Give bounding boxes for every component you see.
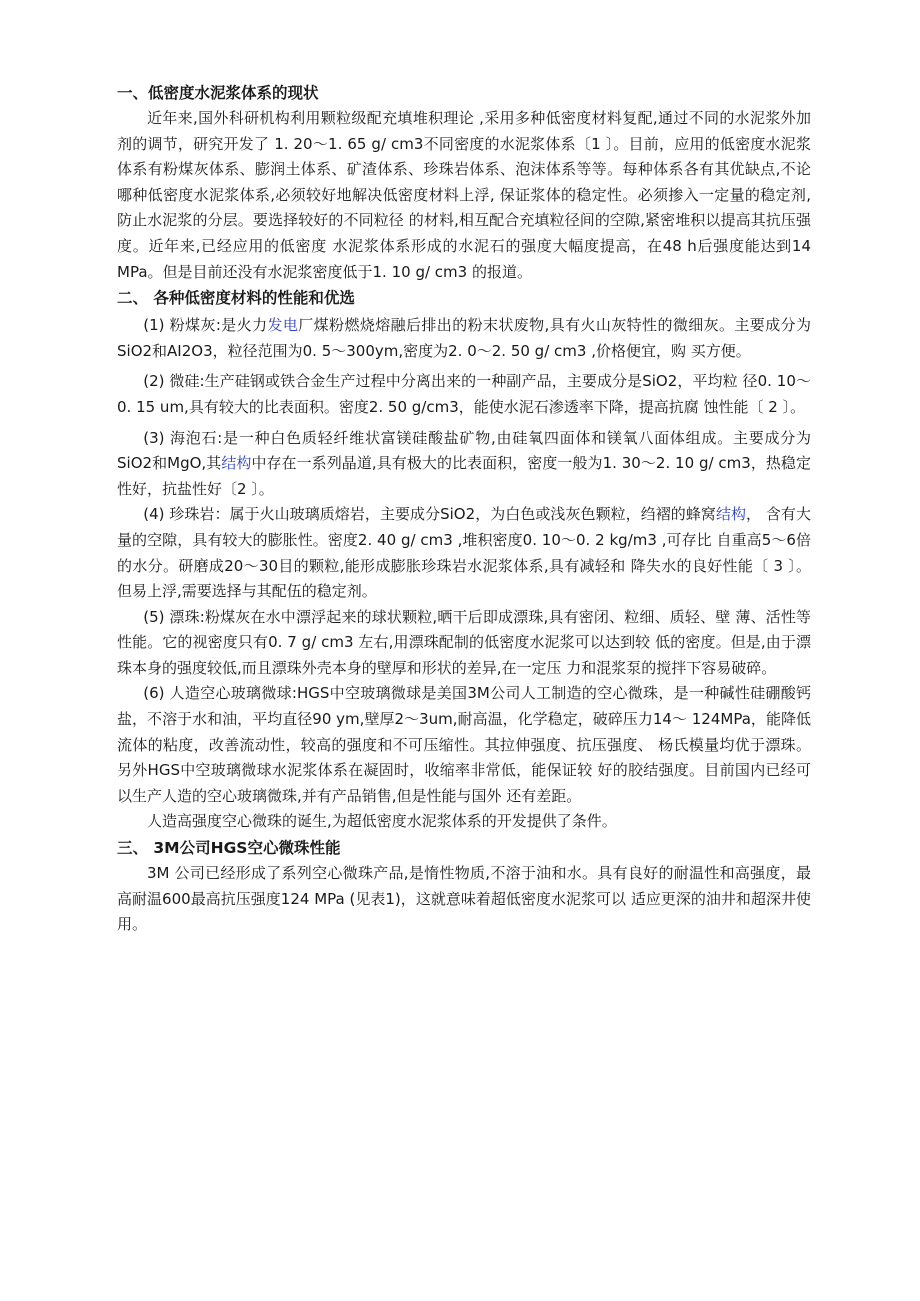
item-perlite-text-end: ， 含有大量的空隙，具有较大的膨胀性。密度2. 40 g/ cm3 ,堆积密度0. 10～0. 2 kg/m3 ,可存比 自重高5～6倍的水分。研磨成20～30目的颗粒,能形成膨胀珍珠岩水泥浆体系,具有减轻和 降失水的良好性能〔 3 〕。但易上浮,需要选择与其配伍的稳定剂。 bbox=[117, 505, 811, 601]
section-3-paragraph: 3M 公司已经形成了系列空心微珠产品,是惰性物质,不溶于油和水。具有良好的耐温性和高强度，最高耐温600最高抗压强度124 MPa (见表1)，这就意味着超低密度水泥浆可以 适应更深的油井和超深井使用。 bbox=[117, 864, 811, 934]
section-3-heading: 三、 3M公司HGS空心微珠性能 bbox=[117, 839, 341, 858]
item-glass-microsphere bbox=[117, 681, 811, 809]
item-sepiolite-text-end: 中存在一系列晶道,具有极大的比表面积，密度一般为1. 30～2. 10 g/ cm3，热稳定性好，抗盐性好〔2 〕。 bbox=[117, 454, 811, 498]
structure-link[interactable]: 结构 bbox=[221, 454, 252, 473]
item-floating-bead bbox=[117, 605, 811, 682]
item-perlite bbox=[117, 502, 811, 604]
power-generation-link[interactable]: 发电 bbox=[267, 316, 299, 335]
document-body bbox=[117, 80, 811, 938]
item-fly-ash bbox=[117, 313, 811, 364]
section-1-heading: 一、低密度水泥浆体系的现状 bbox=[117, 84, 319, 102]
item-perlite-text-start: (4) 珍珠岩：属于火山玻璃质熔岩，主要成分SiO2，为白色或浅灰色颗粒，绉褶的蜂窝 bbox=[143, 505, 716, 524]
item-floating-bead-text: (5) 漂珠:粉煤灰在水中漂浮起来的球状颗粒,晒干后即成漂珠,具有密闭、粒细、质轻、壁 薄、活性等性能。它的视密度只有0. 7 g/ cm3 左右,用漂珠配制的低密度水泥浆可以达到较 低的密度。但是,由于漂珠本身的强度较低,而且漂珠外壳本身的壁厚和形状的差异,在一定压 力和混浆泵的搅拌下容易破碎。 bbox=[117, 607, 811, 677]
section-1-paragraph: 近年来,国外科研机构利用颗粒级配充填堆积理论 ,采用多种低密度材料复配,通过不同的水泥浆外加剂的调节，研究开发了 1. 20～1. 65 g/ cm3不同密度的水泥浆体系〔1 〕。目前，应用的低密度水泥浆体系有粉煤灰体系、膨润土体系、矿渣体系、珍珠岩体系、泡沫体系等等。每种体系各有其优缺点,不论哪种低密度水泥浆体系,必须较好地解决低密度材料上浮, 保证浆体的稳定性。必须掺入一定量的稳定剂,防止水泥浆的分层。要选择较好的不同粒径 的材料,相互配合充填粒径间的空隙,紧密堆积以提高其抗压强度。近年来,已经应用的低密度 水泥浆体系形成的水泥石的强度大幅度提高，在48 h后强度能达到14 MPa。但是目前还没有水泥浆密度低于1. 10 g/ cm3 的报道。 bbox=[117, 109, 811, 281]
item-glass-microsphere-text: (6) 人造空心玻璃微球:HGS中空玻璃微球是美国3M公司人工制造的空心微珠，是一种碱性硅硼酸钙盐，不溶于水和油，平均直径90 ym,壁厚2～3um,耐高温，化学稳定，破碎压力14～ 124MPa，能降低流体的粘度，改善流动性，较高的强度和不可压缩性。其拉伸强度、抗压强度、 杨氏模量均优于漂珠。另外HGS中空玻璃微球水泥浆体系在凝固时，收缩率非常低，能保证较 好的胶结强度。目前国内已经可以生产人造的空心玻璃微珠,并有产品销售,但是性能与国外 还有差距。 bbox=[117, 684, 811, 805]
item-micro-silica bbox=[117, 369, 811, 420]
section-2-heading: 二、 各种低密度材料的性能和优选 bbox=[117, 289, 355, 308]
item-sepiolite-text-start: (3) 海泡石:是一种白色质轻纤维状富镁硅酸盐矿物,由硅氧四面体和镁氧八面体组成。主要成分为SiO2和MgO,其 bbox=[117, 428, 811, 473]
section-2-closing: 人造高强度空心微珠的诞生,为超低密度水泥浆体系的开发提供了条件。 bbox=[147, 812, 617, 831]
item-sepiolite bbox=[117, 426, 811, 503]
item-micro-silica-text: (2) 微硅:生产硅钢或铁合金生产过程中分离出来的一种副产品，主要成分是SiO2，平均粒 径0. 10～0. 15 um,具有较大的比表面积。密度2. 50 g/cm3，能使水泥石渗透率下降，提高抗腐 蚀性能〔 2 〕。 bbox=[117, 372, 811, 416]
item-fly-ash-text-start: (1) 粉煤灰:是火力 bbox=[143, 316, 268, 335]
item-fly-ash-text-end: 厂煤粉燃烧熔融后排出的粉末状废物,具有火山灰特性的微细灰。主要成分为SiO2和AI2O3，粒径范围为0. 5～300ym,密度为2. 0～2. 50 g/ cm3 ,价格便宜，购 买方便。 bbox=[117, 316, 811, 360]
structure-link[interactable]: 结构 bbox=[715, 505, 747, 524]
